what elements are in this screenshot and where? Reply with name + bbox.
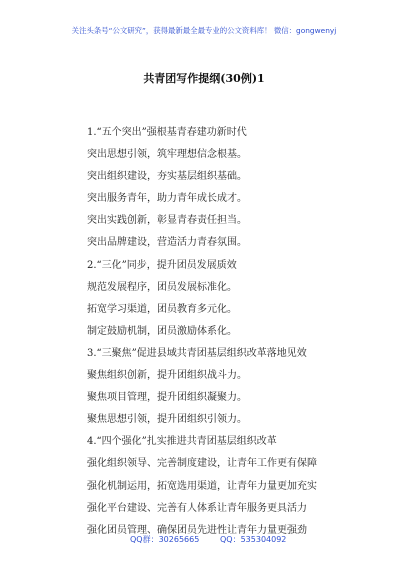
document-title: 共青团写作提纲(30例)1 [143, 72, 265, 85]
body-line: 聚焦项目管理，提升团组织凝聚力。 [87, 392, 247, 404]
body-line: 聚焦思想引领，提升团组织引领力。 [87, 414, 247, 426]
section-heading-1: 1.“五个突出”强根基青春建功新时代 [87, 127, 247, 138]
body-line: 突出品牌建设，营造活力青春氛围。 [87, 237, 247, 249]
header-promo-note: 关注头条号“公文研究”，获得最新最全最专业的公文资料库！ 微信：gongwenyj [71, 26, 337, 35]
document-body [87, 122, 387, 542]
body-line: 拓宽学习渠道，团员教育多元化。 [87, 303, 237, 315]
body-line: 强化团员管理、确保团员先进性让青年力量更强劲 [87, 524, 307, 536]
body-line: 聚焦组织创新，提升团组织战斗力。 [87, 370, 247, 382]
body-line: 突出服务青年，助力青年成长成才。 [87, 193, 247, 205]
body-line: 制定鼓励机制，团员激励体系化。 [87, 325, 237, 337]
body-line: 强化组织领导、完善制度建设，让青年工作更有保障 [87, 458, 317, 470]
section-heading-3: 3.“三聚焦”促进县域共青团基层组织改革落地见效 [87, 347, 307, 359]
body-line: 强化平台建设、完善有人体系让青年服务更具活力 [87, 502, 307, 514]
body-line: 突出实践创新，彰显青春责任担当。 [87, 215, 247, 227]
body-line: 强化机制运用，拓宽选用渠道，让青年力量更加充实 [87, 480, 317, 492]
qq-number: QQ：535304092 [220, 535, 287, 544]
section-heading-2: 2.“三化”同步，提升团员发展质效 [87, 259, 237, 271]
section-heading-4: 4.“四个强化”扎实推进共青团基层组织改革 [87, 436, 277, 448]
body-line: 突出思想引领，筑牢理想信念根基。 [87, 149, 247, 161]
qq-group-number: QQ群：30265665 [130, 535, 200, 544]
body-line: 突出组织建设，夯实基层组织基础。 [87, 171, 247, 183]
body-line: 规范发展程序，团员发展标准化。 [87, 281, 237, 293]
